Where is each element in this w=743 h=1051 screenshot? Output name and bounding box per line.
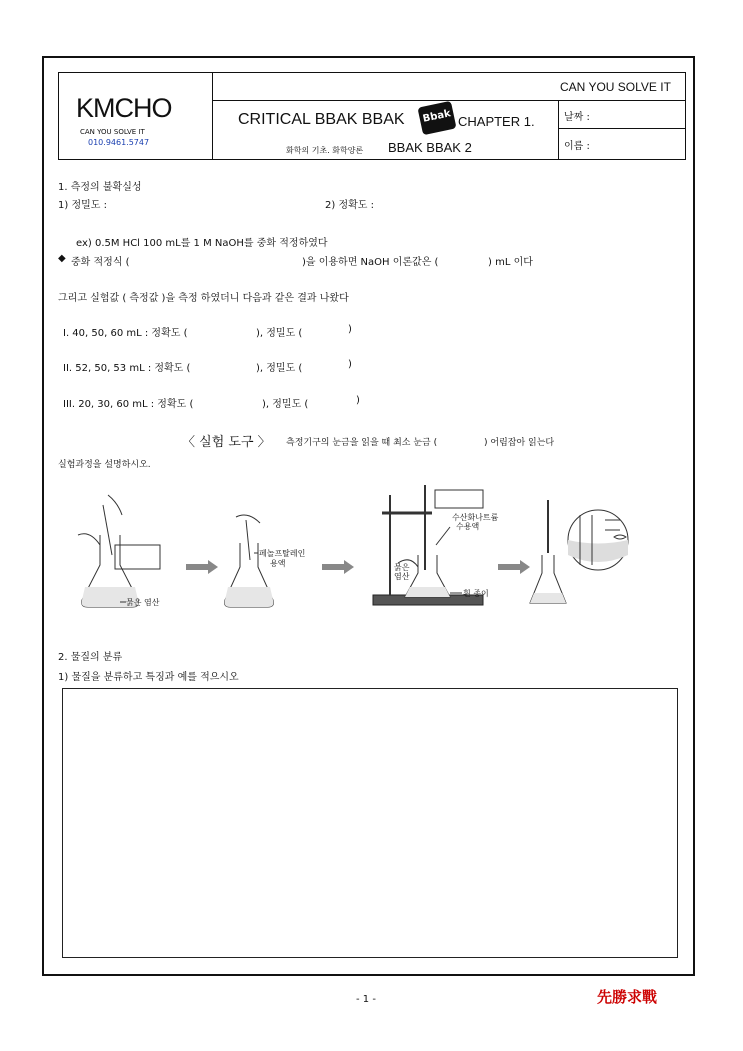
motto: 先勝求戰	[597, 988, 658, 1006]
section1-heading: 1. 측정의 불확실성	[58, 182, 142, 193]
page-number: - 1 -	[356, 994, 376, 1005]
case1-label: I. 40, 50, 60 mL : 정확도 (	[63, 328, 188, 339]
date-label: 날짜 :	[564, 112, 590, 123]
tools-note-end: ) 어림잡아 읽는다	[484, 438, 555, 448]
bullet-icon: ◆	[58, 253, 66, 264]
eye-icon	[614, 535, 626, 539]
header-divider-name	[558, 128, 686, 129]
phone-number: 010.9461.5747	[88, 138, 150, 147]
leader-naoh	[436, 527, 450, 545]
badge-icon: Bbak	[417, 101, 456, 135]
label-naoh-2: 수용액	[456, 522, 480, 531]
process-instruction: 실험과정을 설명하시오.	[58, 460, 151, 470]
label-indicator-1: 페놀프탈레인	[259, 549, 306, 558]
tag-top-right: CAN YOU SOLVE IT	[560, 80, 671, 94]
meniscus-liquid	[568, 540, 628, 562]
blank-box-1	[115, 545, 160, 569]
case1-close: )	[348, 324, 352, 335]
hand-left-1	[78, 534, 100, 545]
header-divider-left	[212, 72, 213, 160]
case1-precision: ), 정밀도 (	[256, 328, 303, 339]
chapter-label: CHAPTER 1.	[458, 114, 535, 129]
case3-precision: ), 정밀도 (	[262, 399, 309, 410]
dropper-2	[246, 520, 250, 560]
label-white-paper: 흰 종이	[463, 589, 489, 598]
answer-box[interactable]	[62, 688, 678, 958]
example-text: ex) 0.5M HCl 100 mL를 1 M NaOH를 중화 적정하였다	[76, 238, 328, 249]
label-acid-2a: 묽은	[394, 563, 410, 572]
tools-heading: 〈 실험 도구 〉	[182, 435, 271, 450]
blank-box-3	[435, 490, 483, 508]
header-divider-right	[558, 100, 559, 160]
precision-question: 1) 정밀도 :	[58, 200, 107, 211]
result-intro: 그리고 실험값 ( 측정값 )을 측정 하였더니 다음과 같은 결과 나왔다	[58, 293, 349, 304]
hand-2	[236, 515, 260, 523]
hand-right-1	[108, 495, 122, 515]
label-acid-2b: 염산	[394, 572, 410, 581]
formula-text-a: 중화 적정식 (	[71, 257, 130, 268]
tools-note: 측정기구의 눈금을 읽을 때 최소 눈금 (	[286, 438, 438, 448]
case3-close: )	[356, 395, 360, 406]
name-label: 이름 :	[564, 141, 590, 152]
label-dilute-acid: 묽은 염산	[126, 598, 160, 607]
worksheet-title: CRITICAL BBAK BBAK	[238, 111, 405, 128]
flask-4	[530, 555, 566, 603]
logo: KMCHO	[76, 93, 172, 123]
case3-label: III. 20, 30, 60 mL : 정확도 (	[63, 399, 194, 410]
formula-text-b: )을 이용하면 NaOH 이론값은 (	[302, 257, 439, 268]
section2-heading: 2. 물질의 분류	[58, 652, 123, 663]
label-indicator-2: 용액	[270, 559, 286, 568]
subtitle-big: BBAK BBAK 2	[388, 140, 472, 155]
formula-text-c: ) mL 이다	[488, 257, 533, 268]
accuracy-question: 2) 정확도 :	[325, 200, 374, 211]
classification-question: 1) 물질을 분류하고 특징과 예를 적으시오	[58, 672, 239, 683]
case2-close: )	[348, 359, 352, 370]
subtitle-small: 화학의 기초. 화학양론	[286, 146, 364, 155]
logo-slogan: CAN YOU SOLVE IT	[80, 128, 145, 136]
case2-precision: ), 정밀도 (	[256, 363, 303, 374]
case2-label: II. 52, 50, 53 mL : 정확도 (	[63, 363, 191, 374]
pipette-1	[103, 505, 112, 555]
label-naoh-1: 수산화나트륨	[452, 513, 499, 522]
